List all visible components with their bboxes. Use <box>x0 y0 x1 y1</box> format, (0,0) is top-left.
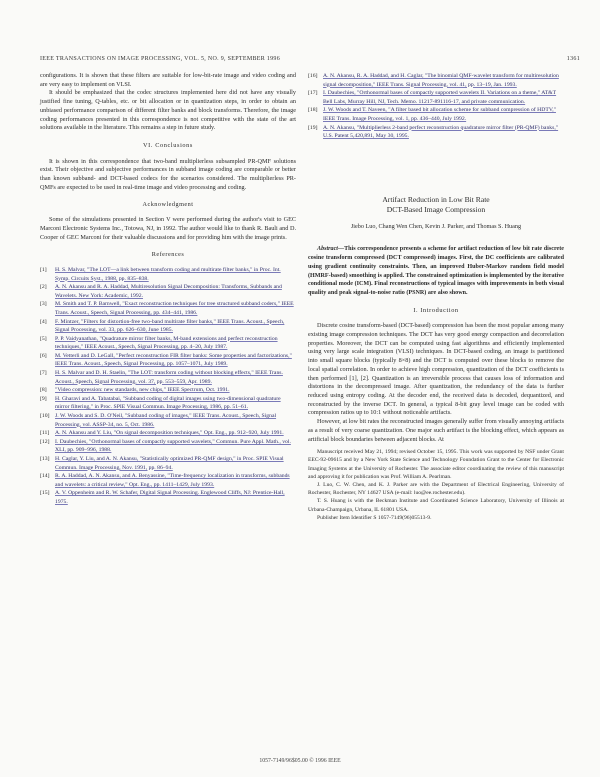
reference-item[interactable]: [3] M. Smith and T. P. Barnwell, "Exact reconstruction techniques for tree structured subband coders," IEEE Trans. Acoust., Speech, Signal Processing, pp. 434–441, 1986. <box>40 301 294 316</box>
footnote-paragraph: Publisher Item Identifier S 1057-7149(96)05513-9. <box>317 514 432 521</box>
conclusions-text: It is shown in this correspondence that two-band multiplierless subsampled PR-QMF solutions exist. Their objective and subjective performances in subband image coding are comparable or better than known subband- and DCT-based codecs for the scenarios considered. The multiplierless PR-QMFs are expected to be used in real-time image and video processing and coding. <box>40 157 296 191</box>
footnote-paragraph: J. Luo, C. W. Chen, and K. J. Parker are with the Department of Electrical Engineering, University of Rochester, Rochester, NY 14627 USA (e-mail: luo@ee.rochester.edu). <box>308 482 564 497</box>
footnote-paragraph: Manuscript received May 21, 1994; revised October 15, 1995. This work was supported by NSF under Grant EEC-92-09615 and by a New York State Science and Technology Foundation Grant to the Center for Electronic Imaging Systems at the University of Rochester. The associate editor coordinating the review of this manuscript and approving it for publication was Prof. William A. Pearlman. <box>308 449 564 480</box>
reference-item[interactable]: [16] A. N. Akansu, R. A. Haddad, and H. Caglar, "The binomial QMF-wavelet transform for multiresolution signal decomposition," IEEE Trans. Signal Processing, vol. 41, pp. 13–19, Jan. 1993. <box>308 73 559 88</box>
running-header <box>40 56 580 66</box>
paragraph: It should be emphasized that the codec structures implemented here did not have any visually justified fine tuning, Q-tables, etc. or bit allocation or in quantization steps, in order to obtain an unbiased performance comparison of different filter banks and block transforms. Therefore, the image coding performances presented in this correspondence is not competitive with the state of the art solutions available in the literature. This remains a step in future study. <box>40 89 296 132</box>
right-column <box>308 72 564 522</box>
reference-item[interactable]: [6] M. Vetterli and D. LeGall, "Perfect reconstruction FIR filter banks: Some properties and factorizations," IEEE Trans. Acoust., Speech, Signal Processing, pp. 1057–1071, July 1989. <box>40 352 292 368</box>
paragraph: Discrete cosine transform-based (DCT-based) compression has been the most popular among many existing image compression techniques. The DCT has very good energy compaction and decorrelation properties. Moreover, the DCT can be computed using fast algorithms and efficiently implemented using very large scale integration (VLSI) techniques. In DCT-based coding, an image is partitioned into small square blocks (typically 8×8) and the DCT is computed over these blocks to remove the local spatial correlation. In order to achieve high compression, quantization of the DCT coefficients is then performed [1], [2]. Quantization is an irreversible process that causes loss of information and distortions in the decompressed image. After quantization, the redundancy of the data is further reduced using entropy coding. At the decoder end, the received data is decoded, dequantized, and reconstructed by the inverse DCT. In general, a typical 8-bit gray level image can be coded with compression ratios up to 10:1 without noticeable artifacts. <box>308 322 564 417</box>
reference-item[interactable]: [17] I. Daubechies, "Orthonormal bases of compactly supported wavelets II. Variations on a theme," AT&T Bell Labs, Murray Hill, NJ, Tech. Memo. 11217-891116-17, and private communication. <box>308 90 557 105</box>
paper-authors: Jiebo Luo, Chang Wen Chen, Kevin J. Parker, and Thomas S. Huang <box>350 222 522 230</box>
reference-item[interactable]: [5] P. P. Vaidyanathan, "Quadrature mirror filter banks, M-band extensions and perfect reconstruction techniques," IEEE Acoust., Speech, Signal Processing, pp. 4–20, July 1987. <box>40 335 278 351</box>
reference-item[interactable]: [19] A. N. Akansu, "Multiplierless 2-band perfect reconstruction quadrature mirror filter (PR-QMF) banks," U.S. Patent 5,420,891, May 30, 1995. <box>308 124 559 140</box>
abstract-label: Abstract— <box>317 246 345 253</box>
copyright-footer: 1057-7149/96$05.00 © 1996 IEEE <box>259 758 341 764</box>
reference-item[interactable]: [15] A. V. Oppenheim and R. W. Schafer, Digital Signal Processing. Englewood Cliffs, NJ: Prentice-Hall, 1975. <box>40 490 285 505</box>
footnote-paragraph: T. S. Huang is with the Beckman Institute and Coordinated Science Laboratory, University of Illinois at Urbana-Champaign, Urbana, IL 61801 USA. <box>308 498 564 513</box>
page-number: 1361 <box>566 56 580 62</box>
left-column <box>40 72 296 507</box>
title-line: DCT-Based Image Compression <box>386 204 486 214</box>
footnote <box>308 448 564 522</box>
reference-item[interactable]: [8] "Video compression: new standards, new chips," IEEE Spectrum, Oct. 1991. <box>40 387 230 394</box>
paper-title <box>308 195 564 215</box>
reference-list <box>40 266 296 507</box>
reference-item[interactable]: [10] J. W. Woods and S. D. O'Neil, "Subband coding of images," IEEE Trans. Acoust., Speech, Signal Processing, vol. ASSP-34, no. 5, Oct. 1986. <box>40 413 277 428</box>
references-heading: References <box>151 251 185 259</box>
reference-item[interactable]: [4] F. Mintzer, "Filters for distortion-free two-band multirate filter banks," IEEE Trans. Acoust., Speech, Signal Processing, vol. 33, pp. 626–630, June 1985. <box>40 318 285 334</box>
paragraph: configurations. It is shown that these filters are suitable for low-bit-rate image and video coding and are very easy to implement on VLSI. <box>40 72 296 88</box>
reference-item[interactable]: [13] H. Caglar, Y. Liu, and A. N. Akansu, "Statistically optimized PR-QMF design," in Proc. SPIE Visual Commun. Image Processing, Nov. 1991, pp. 86–94. <box>40 456 284 471</box>
acknowledgment-text: Some of the simulations presented in Section V were performed during the author's visit to GEC Marconi Electronic Systems Inc., Totowa, NJ, in 1992. The author would like to thank R. Bauli and D. Cooper of GEC Marconi for their valuable discussions and for providing him with the image prints. <box>40 216 296 241</box>
reference-item[interactable]: [12] I. Daubechies, "Orthonormal bases of compactly supported wavelets," Commun. Pure Appl. Math., vol. XLI, pp. 909–996, 1988. <box>40 438 291 454</box>
reference-item[interactable]: [9] H. Gharavi and A. Tabatabai, "Subband coding of digital images using two-dimensional quadrature mirror filtering," in Proc. SPIE Visual Commun. Image Processing, 1986, pp. 51–61. <box>40 395 281 411</box>
reference-item[interactable]: [7] H. S. Malvar and D. H. Staelin, "The LOT: transform coding without blocking effects," IEEE Trans. Acoust., Speech, Signal Processing, vol. 37, pp. 553–559, Apr. 1989. <box>40 370 283 385</box>
paragraph: However, at low bit rates the reconstructed images generally suffer from visually annoying artifacts as a result of very coarse quantization. One major such artifact is the blocking effect, which appears as artificial block boundaries between adjacent blocks. At <box>308 418 564 443</box>
abstract <box>308 245 564 297</box>
reference-item[interactable]: [14] R. A. Haddad, A. N. Akansu, and A. Benyassine, "Time-frequency localization in transforms, subbands and wavelets: a critical review," Opt. Eng., pp. 1411–1429, July 1993. <box>40 473 290 488</box>
reference-list-continued <box>308 72 564 141</box>
abstract-text: This correspondence presents a scheme for artifact reduction of low bit rate discrete cosine transform compressed (DCT compressed) images. First, the DC coefficients are calibrated using gradient continuity constraints. Then, an improved Huber-Markov random field model (HMRF-based) smoothing is applied. The constrained optimization is implemented by the iterative conditional mode (ICM). Final reconstructions of typical images with improvements in both visual quality and peak signal-to-noise ratio (PSNR) are also shown. <box>308 246 564 296</box>
reference-item[interactable]: [2] A. N. Akansu and R. A. Haddad, Multiresolution Signal Decomposition: Transforms, Subbands and Wavelets. New York: Academic, 1992. <box>40 284 282 299</box>
reference-item[interactable]: [11] A. N. Akansu and Y. Liu, "On signal decomposition techniques," Opt. Eng., pp. 912–920, July 1991. <box>40 430 284 437</box>
conclusions-heading: VI. Conclusions <box>143 141 193 149</box>
reference-item[interactable]: [1] H. S. Malvar, "The LOT—a link between transform coding and multirate filter banks," in Proc. Int. Symp. Circuits Syst., 1988, pp. 835–838. <box>40 266 281 282</box>
journal-header: IEEE TRANSACTIONS ON IMAGE PROCESSING, VOL. 5, NO. 9, SEPTEMBER 1996 <box>40 56 281 62</box>
acknowledgment-heading: Acknowledgment <box>142 201 194 209</box>
introduction-heading: I. Introduction <box>413 306 459 314</box>
reference-item[interactable]: [18] J. W. Woods and T. Naveen, "A filter based bit allocation scheme for subband compression of HDTV," IEEE Trans. Image Processing, vol. 1, pp. 436–440, July 1992. <box>308 107 556 122</box>
title-line: Artifact Reduction in Low Bit Rate <box>382 194 490 204</box>
